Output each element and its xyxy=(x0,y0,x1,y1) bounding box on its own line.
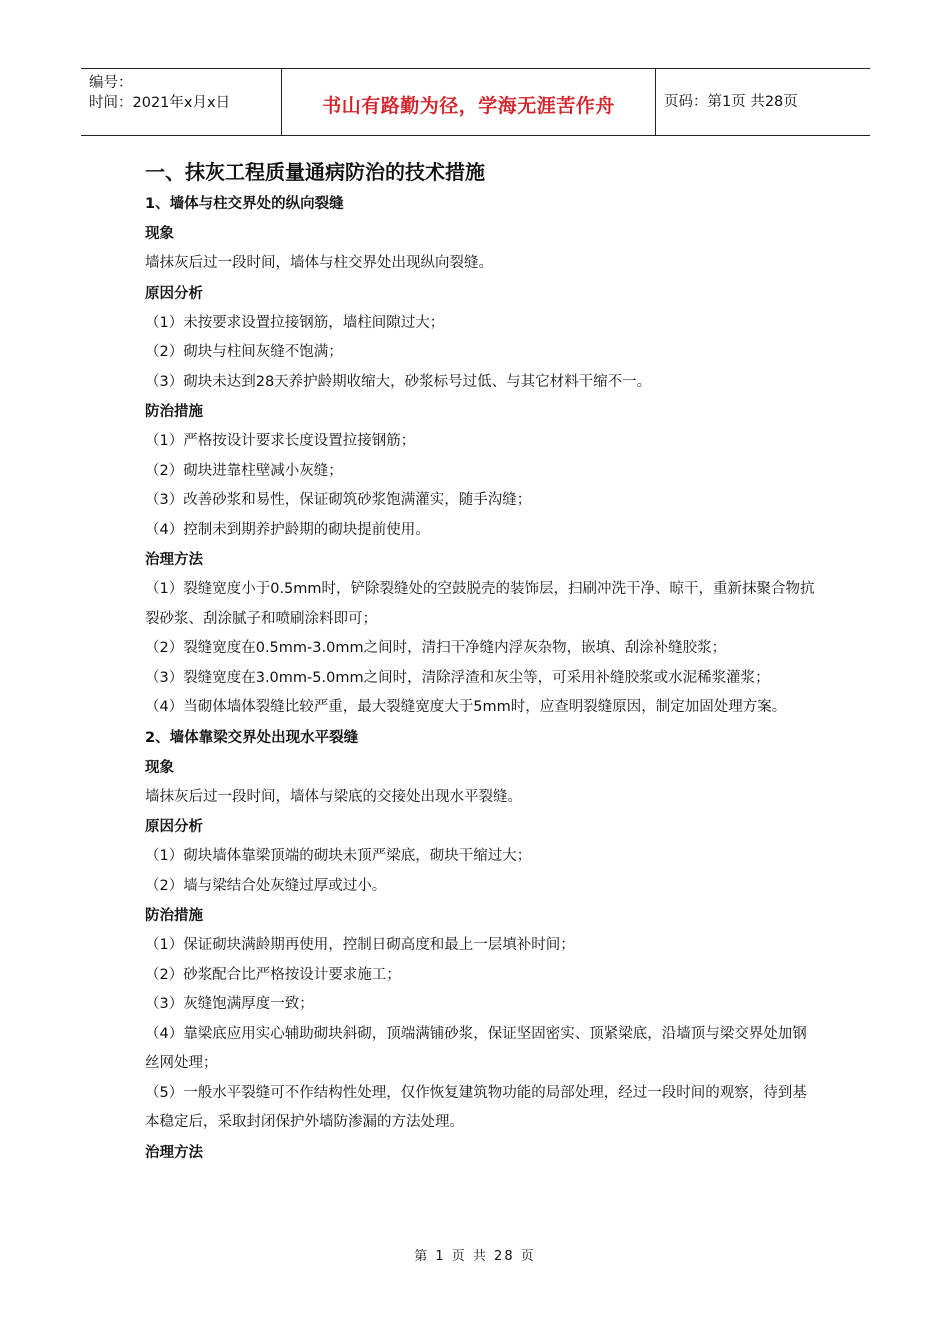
subsection-label: 原因分析 xyxy=(145,819,203,835)
paragraph: （4）控制未到期养护龄期的砌块提前使用。 xyxy=(145,521,430,538)
paragraph: （3）灰缝饱满厚度一致； xyxy=(145,996,314,1012)
paragraph: （4）当砌体墙体裂缝比较严重，最大裂缝宽度大于5mm时，应查明裂缝原因，制定加固处理方案。 xyxy=(145,699,787,715)
paragraph: 墙抹灰后过一段时间，墙体与柱交界处出现纵向裂缝。 xyxy=(145,255,493,271)
subsection-label: 现象 xyxy=(145,226,174,242)
subsection-label: 现象 xyxy=(145,759,174,776)
document-date: 时间：2021年x月x日 xyxy=(89,95,231,111)
paragraph: （2）裂缝宽度在0.5mm-3.0mm之间时，清扫干净缝内浮灰杂物，嵌填、刮涂补缝胶浆； xyxy=(145,640,727,656)
document-number: 编号： xyxy=(89,75,133,91)
paragraph: （4）靠梁底应用实心辅助砌块斜砌，顶端满铺砂浆，保证坚固密实、顶紧梁底，沿墙顶与梁交界处加钢丝网处理； xyxy=(145,1025,807,1071)
header-page-info: 页码：第1页 共28页 xyxy=(664,94,798,110)
subsection-label: 治理方法 xyxy=(145,1144,203,1161)
paragraph: （2）砌块与柱间灰缝不饱满； xyxy=(145,344,343,360)
sections-container xyxy=(145,189,815,1168)
subsection-label: 治理方法 xyxy=(145,552,203,568)
paragraph: （5）一般水平裂缝可不作结构性处理，仅作恢复建筑物功能的局部处理，经过一段时间的观察，待到基本稳定后，采取封闭保护外墙防渗漏的方法处理。 xyxy=(145,1084,807,1130)
paragraph: （3）改善砂浆和易性，保证砌筑砂浆饱满灌实，随手沟缝； xyxy=(145,492,532,508)
page-footer: 第 1 页 共 28 页 xyxy=(414,1249,536,1264)
header-meta xyxy=(81,69,281,135)
paragraph: （3）裂缝宽度在3.0mm-5.0mm之间时，清除浮渣和灰尘等，可采用补缝胶浆或水泥稀浆灌浆； xyxy=(145,669,770,686)
header-motto-cell xyxy=(281,69,656,135)
subsection-label: 原因分析 xyxy=(145,285,203,302)
paragraph: （3）砌块未达到28天养护龄期收缩大，砂浆标号过低、与其它材料干缩不一。 xyxy=(145,373,652,390)
paragraph: （1）裂缝宽度小于0.5mm时，铲除裂缝处的空鼓脱壳的装饰层，扫刷冲洗干净、晾干，重新抹聚合物抗裂砂浆、刮涂腻子和喷刷涂料即可； xyxy=(145,581,815,627)
section-heading: 1、墙体与柱交界处的纵向裂缝 xyxy=(145,196,344,212)
paragraph: （2）墙与梁结合处灰缝过厚或过小。 xyxy=(145,877,387,894)
section-heading: 2、墙体靠梁交界处出现水平裂缝 xyxy=(145,729,359,746)
paragraph: （1）严格按设计要求长度设置拉接钢筋； xyxy=(145,433,416,449)
paragraph: 墙抹灰后过一段时间，墙体与梁底的交接处出现水平裂缝。 xyxy=(145,788,522,805)
document-body xyxy=(145,155,815,1168)
paragraph: （1）砌块墙体靠梁顶端的砌块未顶严梁底，砌块干缩过大； xyxy=(145,848,532,864)
paragraph: （1）保证砌块满龄期再使用，控制日砌高度和最上一层填补时间； xyxy=(145,937,575,953)
paragraph: （2）砂浆配合比严格按设计要求施工； xyxy=(145,966,401,983)
page-header xyxy=(81,68,870,136)
document-title: 一、抹灰工程质量通病防治的技术措施 xyxy=(145,160,485,184)
paragraph: （2）砌块进靠柱壁减小灰缝； xyxy=(145,462,343,479)
subsection-label: 防治措施 xyxy=(145,404,203,420)
header-motto: 书山有路勤为径，学海无涯苦作舟 xyxy=(322,95,615,117)
subsection-label: 防治措施 xyxy=(145,908,203,924)
paragraph: （1）未按要求设置拉接钢筋，墙柱间隙过大； xyxy=(145,314,445,331)
